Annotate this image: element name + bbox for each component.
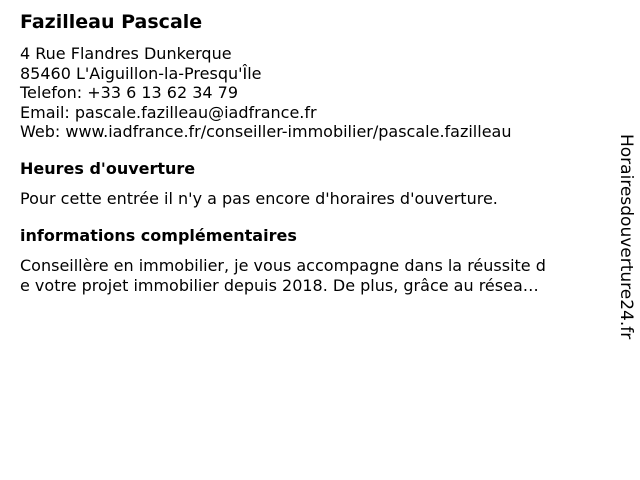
phone-line: Telefon: +33 6 13 62 34 79 <box>20 83 239 102</box>
address-street: 4 Rue Flandres Dunkerque <box>20 44 232 63</box>
site-watermark: Horairesdouverture24.fr <box>616 134 636 340</box>
listing-name: Fazilleau Pascale <box>20 11 203 33</box>
listing-card <box>20 8 590 296</box>
info-text-line: Conseillère en immobilier, je vous accompagne dans la réussite d <box>20 255 546 275</box>
contact-block <box>20 44 590 142</box>
info-heading: informations complémentaires <box>20 225 297 245</box>
hours-heading: Heures d'ouverture <box>20 158 196 178</box>
hours-text: Pour cette entrée il n'y a pas encore d'horaires d'ouverture. <box>20 188 498 208</box>
info-text-line: e votre projet immobilier depuis 2018. De plus, grâce au résea… <box>20 275 539 295</box>
email-line: Email: pascale.fazilleau@iadfrance.fr <box>20 102 317 122</box>
address-city: 85460 L'Aiguillon-la-Presqu'Île <box>20 63 262 83</box>
info-text <box>20 256 586 296</box>
web-line: Web: www.iadfrance.fr/conseiller-immobilier/pascale.fazilleau <box>20 122 512 141</box>
